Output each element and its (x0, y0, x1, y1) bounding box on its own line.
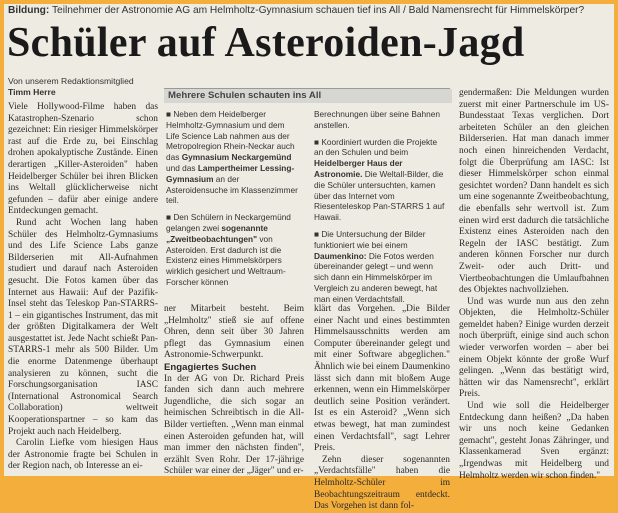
paragraph: ner Mitarbeit besteht. Beim „Helmholtz" stieß sie auf offene Ohren, denn seit über 30 Jahren pflegt das Gymnasium einen Astronomie-Schwerpunkt. (164, 304, 304, 361)
newspaper-clipping (4, 4, 614, 512)
paragraph: Carolin Liefke vom hiesigen Haus der Astronomie fragte bei Schulen in der Region nach, ob Interesse an ei- (8, 438, 158, 472)
info-box-column-right (314, 109, 446, 304)
paragraph: Viele Hollywood-Filme haben das Katastrophen-Szenario schon gezeichnet: Ein riesiger Himmelskörper rast auf die Erde zu, bei Einschlag drohen apokalyptische Zustände. Einen derartigen „Killer-Asteroiden" haben Heidelberger Schüler bei ihren Blicken ins Weltall glücklicherweise nicht gefunden – dafür aber einige andere Entdeckungen gemacht. (8, 102, 158, 217)
article-column-1 (8, 102, 158, 476)
kicker-text: Teilnehmer der Astronomie AG am Helmholtz-Gymnasium schauen tief ins All / Bald Namensrecht für Himmelskörper? (49, 5, 585, 16)
info-box-item: ■ Den Schülern in Neckargemünd gelangen zwei sogenannte „Zweitbeobachtungen" von Asteroiden. Erst dadurch ist die Existenz eines Himmelskörpers wirklich gesichert und Weltraum-Forscher können (166, 212, 291, 287)
subheading: Engagiertes Suchen (164, 361, 257, 373)
paragraph: Und wie soll die Heidelberger Entdeckung dann heißen? „Da haben wir uns noch keine Gedanken gemacht", gesteht Jonas Zähringer, und Klassenkamerad Sven ergänzt: „Irgendwas mit Heidelberg und Helmholtz werden wir schon finden." (459, 401, 609, 481)
info-box-item: ■ Neben dem Heidelberger Helmholtz-Gymnasium und dem Life Science Lab nahmen aus der Metropolregion Rhein-Neckar auch das Gymnasium Neckargemünd und das Lampertheimer Lessing-Gymnasium an der Asteroidensuche im Klassenzimmer teil. (166, 109, 298, 206)
paragraph: gendermaßen: Die Meldungen wurden zuerst mit einer Partnerschule im US-Bundesstaat Texas verglichen. Dort arbeiteten Schüler an den gleichen Bilderserien. Hat man danach immer noch einen hinreichenden Verdacht, folgt die Überprüfung am IASC: Ist dieser Himmelskörper schon einmal gesichtet worden? Dann handelt es sich um eine sogenannte Zweitbeobachtung, die ebenfalls sehr wertvoll ist. Zum einen wird erst dadurch die tatsächliche Existenz eines Asteroiden nach den Regeln der IASC bestätigt. Zum anderen können Forscher nur durch Zweit- oder auch Dritt- und Viertbeobachtungen die Umlaufbahnen des Objektes nachvollziehen. (459, 88, 609, 296)
byline-author: Timm Herre (8, 87, 56, 97)
byline (8, 76, 158, 98)
article-column-2 (164, 304, 304, 476)
info-box-title: Mehrere Schulen schauten ins All (164, 89, 452, 103)
paragraph: Und was wurde nun aus den zehn Objekten, die Helmholtz-Schüler gemeldet haben? Einige wurden derzeit noch überprüft, einige sind auch schon wieder verworfen worden – aber bei einem Objekt könnte der große Wurf gelingen. „Wenn das bestätigt wird, hätten wir das Namensrecht", erklärt Preis. (459, 296, 609, 400)
paragraph: Rund acht Wochen lang haben Schüler des Helmholtz-Gymnasiums und des Life Science Labs ganze Bilderserien mit All-Aufnahmen studiert und darauf nach Asteroiden gesucht. Die Fotos kamen über das Internet aus Hawaii: Auf der Pazifik-Insel steht das Teleskop Pan-STARRS-1 – ein gigantisches Instrument, das mit der größten Digitalkamera der Welt ausgestattet ist. Jede Nacht schießt Pan-STARRS-1 mehr als 500 Bilder. Um die enorme Datenmenge überhaupt analysieren zu können, sucht die Forschungsorganisation IASC (International Astronomical Search Collaboration) weltweit Kooperationspartner – so kam das Projekt auch nach Heidelberg. (8, 217, 158, 437)
kicker-label: Bildung: (8, 5, 50, 16)
paragraph: Zehn dieser sogenannten „Verdachtsfälle" haben die Helmholtz-Schüler im Beobachtungszeitraum entdeckt. Das Vorgehen ist dann fol- (314, 454, 450, 512)
paragraph: klärt das Vorgehen. „Die Bilder einer Nacht und eines bestimmten Himmelsausschnitts werden am Computer übereinander gelegt und mit einer Software abgeglichen." Ähnlich wie bei einem Daumenkino lässt sich dann mit bloßem Auge erkennen, wenn ein Himmelskörper deutlich seine Position verändert. Ist es ein Asteroid? „Wenn sich etwas bewegt, hat man zumindest einen Verdachtsfall", sagt Lehrer Preis. (314, 304, 450, 454)
info-box (164, 88, 450, 304)
article-column-3 (314, 304, 450, 512)
info-box-item: Berechnungen über seine Bahnen anstellen. (314, 109, 440, 130)
paragraph: In der AG von Dr. Richard Preis fanden sich dann auch mehrere Jugendliche, die sich sogar an heimischen Schreibtisch in die All-Bilder vertieften. „Wenn man einmal einen Asteroiden gefunden hat, will man immer den nächsten finden", erzählt Sven Rohr. Der 17-jährige Schüler war einer der „Jäger" und er- (164, 373, 304, 477)
byline-line: Von unserem Redaktionsmitglied (8, 76, 134, 86)
info-box-item: ■ Die Untersuchung der Bilder funktioniert wie bei einem Daumenkino: Die Fotos werden übereinander gelegt – und wenn sich dann ein Himmelskörper im Vergleich zu anderen bewegt, hat man einen Verdachtsfall. (314, 228, 438, 304)
headline: Schüler auf Asteroiden-Jagd (7, 20, 525, 66)
article-column-4 (459, 88, 609, 481)
kicker-line (8, 5, 608, 16)
info-box-item: ■ Koordiniert wurden die Projekte an den Schulen und beim Heidelberger Haus der Astronomie. Die Weltall-Bilder, die die Schüler untersuchten, kamen über das Internet vom Riesenteleskop Pan-STARRS 1 auf Hawaii. (314, 136, 445, 223)
info-box-column-left (166, 109, 298, 289)
